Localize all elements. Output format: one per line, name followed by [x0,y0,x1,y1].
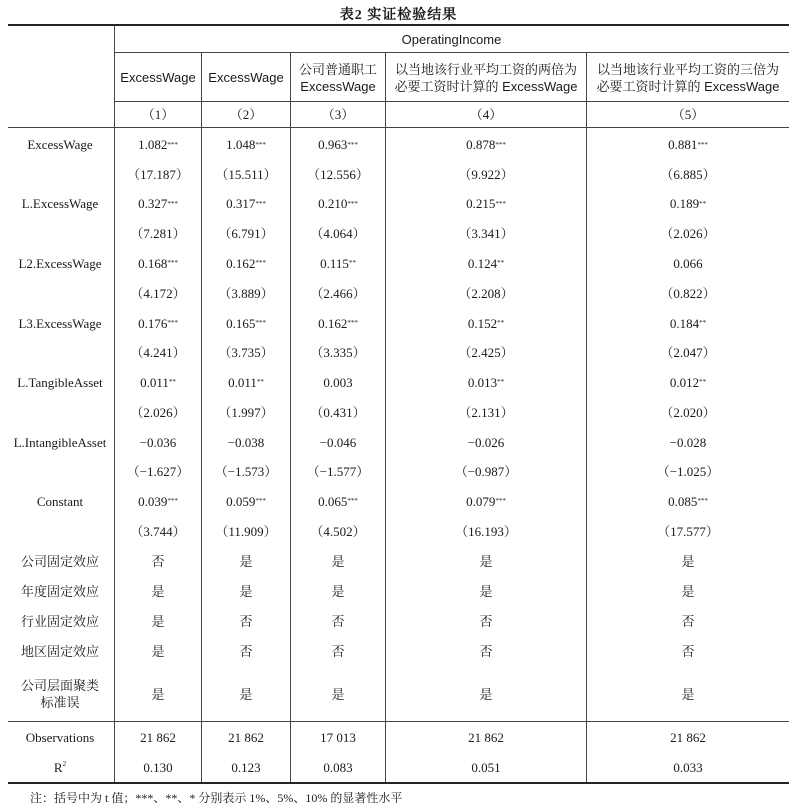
column-number-5: （5） [671,107,705,122]
table-cell [386,516,586,546]
cell-value: 0.162 [318,315,348,331]
cell-value: （9.922） [458,166,514,182]
table-cell [587,753,789,782]
cell-value: 否 [479,643,493,659]
row-label [8,722,112,753]
cell-value: 0.317 [226,196,256,211]
row-label [8,397,112,427]
cell-value: （2.466） [310,285,366,301]
table-cell: 0.011 ** [228,374,264,390]
row-label [8,486,112,516]
table-cell: 1.048 *** [226,137,266,152]
cell-value: 是 [239,686,253,702]
table-cell: 1.082 *** [138,137,178,152]
cell-value: （−1.025） [656,464,720,479]
column-header-1 [115,55,201,100]
row-label [8,159,112,189]
table-cell [202,338,290,367]
row-label-text: 年度固定效应 [20,583,99,599]
row-label [8,278,112,308]
cell-value: 0.011 [140,374,169,390]
table-cell [291,367,385,397]
table-cell [386,753,586,782]
row-label-text: L.TangibleAsset [17,374,103,390]
table-cell [202,666,290,722]
cell-value: 否 [239,613,253,629]
cell-value: 0.033 [673,760,703,775]
table-cell [202,722,290,753]
table-cell: 0.079 *** [466,493,506,509]
table-cell: 0.878 *** [466,137,506,152]
table-cell [386,546,586,576]
cell-value: 0.011 [228,374,257,390]
table-cell [587,606,789,636]
cell-value: （2.047） [660,345,716,360]
cell-value: 是 [331,686,345,702]
table-cell [291,606,385,636]
row-label [8,753,112,782]
cell-value: （3.735） [218,345,274,360]
cell-value: （0.431） [310,404,366,420]
cell-value: 0.059 [226,493,256,509]
table-cell [386,278,586,308]
table-cell: 0.039 *** [138,493,178,509]
column-header-line: 以当地该行业平均工资的三倍为 [596,61,779,77]
table-cell: 0.012 ** [669,374,707,390]
table-cell [587,576,789,606]
cell-value: 0.013 [467,374,498,390]
column-header-line: 公司普通职工 [298,61,377,77]
cell-value: （17.577） [657,523,719,539]
table-cell [587,159,789,189]
table-cell [587,722,789,753]
table-cell: 0.317 *** [226,196,266,211]
row-label-text: 标准误 [40,695,80,710]
table-cell [587,338,789,367]
column-header-line: ExcessWage [120,70,196,85]
cell-value: 1.082 [138,137,168,152]
table-cell [202,753,290,782]
cell-value: 0.085 [668,493,698,509]
row-label-text: Constant [36,493,84,509]
table-cell [587,427,789,457]
table-cell [386,576,586,606]
row-label [8,576,112,606]
table-cell [202,546,290,576]
row-label-text: 地区固定效应 [20,643,99,659]
table-cell: 0.085 *** [668,493,708,509]
cell-value: 否 [151,553,165,569]
table-cell [115,753,201,782]
table-cell [291,159,385,189]
row-label [8,248,112,278]
row-label-text: L2.ExcessWage [18,255,102,271]
table-cell [291,397,385,427]
table-cell [587,278,789,308]
table-cell: 0.013 ** [467,374,505,390]
table-cell [386,666,586,722]
table-cell [202,397,290,427]
cell-value: 0.051 [471,760,501,775]
cell-value: 17 013 [320,730,356,745]
table-cell: 0.011 ** [140,374,176,390]
cell-value: 是 [239,553,253,569]
cell-value: 是 [681,583,695,599]
cell-value: 0.066 [673,255,703,271]
cell-value: （2.425） [458,345,514,360]
cell-value: 是 [331,553,345,569]
table-cell [386,427,586,457]
cell-value: （17.187） [127,166,189,182]
table-cell [291,427,385,457]
table-cell: 0.210 *** [318,196,358,211]
column-number-3: （3） [321,107,355,122]
cell-value: 是 [151,686,165,702]
row-label [8,189,112,218]
top-rule [8,24,789,26]
table-cell [291,338,385,367]
row-label [8,130,112,159]
cell-value: （16.193） [455,523,517,539]
header-rule-3 [8,127,789,128]
table-cell [202,636,290,666]
column-header-2 [202,55,290,100]
table-cell [291,516,385,546]
table-cell [115,338,201,367]
table-cell [115,516,201,546]
cell-value: 是 [479,583,493,599]
cell-value: （4.064） [310,225,366,241]
column-header-line: 必要工资时计算的 ExcessWage [394,78,578,94]
row-label-text: Observations [25,730,95,745]
table-cell [587,666,789,722]
cell-value: （2.208） [458,285,514,301]
row-label [8,427,112,457]
table-cell: 0.215 *** [466,196,506,211]
table-cell: 0.189 ** [669,196,707,211]
cell-value: 21 862 [670,730,706,745]
table-cell: 0.162 *** [226,255,266,271]
cell-value: （6.885） [660,166,716,182]
table-cell [291,666,385,722]
table-cell [115,636,201,666]
cell-value: 否 [331,643,345,659]
cell-value: （11.909） [215,523,277,539]
table-cell [291,576,385,606]
cell-value: 否 [681,613,695,629]
cell-value: 0.327 [138,196,168,211]
cell-value: 否 [239,643,253,659]
cell-value: 0.184 [669,315,700,331]
cell-value: 是 [151,613,165,629]
table-cell [587,457,789,486]
cell-value: 0.065 [318,493,348,509]
cell-value: 0.162 [226,255,256,271]
cell-value: （−1.573） [214,464,278,479]
cell-value: 0.165 [226,315,256,331]
cell-value: （6.791） [218,225,274,241]
table-cell [115,427,201,457]
table-cell [386,636,586,666]
cell-value: 0.124 [467,255,498,271]
table-cell [386,722,586,753]
cell-value: 是 [681,686,695,702]
table-cell [291,457,385,486]
cell-value: 0.039 [138,493,168,509]
cell-value: −0.036 [139,434,177,450]
cell-value: （3.341） [458,225,514,241]
cell-value: （3.744） [130,523,186,539]
row-label [8,457,112,486]
row-label [8,338,112,367]
table-cell [386,606,586,636]
row-label [8,308,112,338]
table-cell [386,159,586,189]
table-cell: 0.963 *** [318,137,358,152]
cell-value: 0.963 [318,137,348,152]
row-label-text: L3.ExcessWage [18,315,102,331]
column-header-5 [587,55,789,100]
bottom-rule [8,782,789,784]
row-label-text: 公司固定效应 [20,553,99,569]
table-cell [291,753,385,782]
table-cell [202,606,290,636]
row-label-text: 公司层面聚类 [20,678,99,693]
cell-value: 0.079 [466,493,496,509]
table-cell [291,546,385,576]
table-cell [115,218,201,248]
cell-value: （15.511） [215,166,277,182]
cell-value: 1.048 [226,137,256,152]
table-cell: 0.176 *** [138,315,178,331]
cell-value: 0.123 [231,760,261,775]
row-label-text: $R^2$ [53,760,67,775]
table-cell [291,218,385,248]
cell-value: （2.020） [660,404,716,420]
column-header-line: ExcessWage [300,78,376,94]
cell-value: （4.502） [310,523,366,539]
cell-value: 0.152 [467,315,498,331]
cell-value: 否 [479,613,493,629]
cell-value: 是 [151,643,165,659]
table-cell [587,546,789,576]
cell-value: 否 [681,643,695,659]
table-cell: 0.881 *** [668,137,708,152]
column-number-2: （2） [229,107,263,122]
table-cell [115,546,201,576]
table-cell [386,218,586,248]
table-cell [291,636,385,666]
row-label [8,516,112,546]
table-cell [386,397,586,427]
cell-value: 0.115 [320,255,349,271]
row-label-text: L.ExcessWage [21,196,99,211]
cell-value: 是 [681,553,695,569]
cell-value: 是 [239,583,253,599]
row-label [8,367,112,397]
table-cell: 0.168 *** [138,255,178,271]
cell-value: 0.130 [143,760,173,775]
table-cell [115,457,201,486]
table-cell [115,159,201,189]
table-cell [587,397,789,427]
table-note: 注：括号中为 t 值；***、**、* 分别表示 1%、5%、10% 的显著性水平 [30,791,403,805]
cell-value: （2.026） [130,404,186,420]
table-cell: 0.065 *** [318,493,358,509]
cell-value: 21 862 [468,730,504,745]
table-cell [587,248,789,278]
cell-value: 0.012 [669,374,700,390]
table-cell [115,606,201,636]
table-cell [587,218,789,248]
table-cell: 0.162 *** [318,315,358,331]
cell-value: 否 [331,613,345,629]
table-cell [202,576,290,606]
table-cell: 0.327 *** [138,196,178,211]
cell-value: （2.026） [660,225,716,241]
cell-value: （−1.577） [306,464,370,479]
cell-value: 0.881 [668,137,698,152]
column-header-line: 以当地该行业平均工资的两倍为 [394,61,577,77]
cell-value: −0.046 [319,434,357,450]
table-cell: 0.152 ** [467,315,505,331]
table-caption: 表2 实证检验结果 [339,8,458,23]
row-label-text: L.IntangibleAsset [13,434,107,450]
table-cell: 0.184 ** [669,315,707,331]
table-cell [202,457,290,486]
dependent-var-header: OperatingIncome [401,31,502,47]
table-cell: 0.115 ** [320,255,356,271]
row-label-text: 行业固定效应 [20,613,99,629]
row-label [8,636,112,666]
cell-value: 0.215 [466,196,496,211]
table-cell [115,397,201,427]
table-cell [291,278,385,308]
column-header-3 [291,55,385,100]
cell-value: −0.028 [669,434,707,450]
row-label [8,606,112,636]
table-cell: 0.059 *** [226,493,266,509]
table-cell: 0.124 ** [467,255,505,271]
column-header-line: ExcessWage [208,70,284,85]
table-cell [115,666,201,722]
column-number-1: （1） [141,107,175,122]
cell-value: 是 [331,583,345,599]
table-cell [115,722,201,753]
column-header-line: 必要工资时计算的 ExcessWage [596,78,780,94]
cell-value: −0.038 [227,434,265,450]
table-cell [202,159,290,189]
cell-value: 是 [479,553,493,569]
cell-value: 0.168 [138,255,168,271]
cell-value: 是 [479,686,493,702]
cell-value: −0.026 [467,434,505,450]
cell-value: 0.210 [318,196,348,211]
table-cell [115,278,201,308]
cell-value: 0.083 [323,760,353,775]
row-label [8,218,112,248]
cell-value: 0.189 [669,196,700,211]
row-label-text: ExcessWage [27,137,93,152]
table-cell [202,427,290,457]
cell-value: 21 862 [140,730,176,745]
cell-value: 0.003 [323,374,353,390]
cell-value: （0.822） [660,285,716,301]
table-cell [386,457,586,486]
table-cell [291,722,385,753]
header-rule-2 [114,101,789,102]
cell-value: （4.172） [130,285,186,301]
cell-value: （7.281） [130,225,186,241]
table-cell [115,576,201,606]
cell-value: （3.889） [218,285,274,301]
cell-value: 21 862 [228,730,264,745]
cell-value: （−0.987） [454,464,518,479]
cell-value: （12.556） [307,166,369,182]
table-cell [587,636,789,666]
cell-value: （4.241） [130,345,186,360]
row-label [8,666,112,722]
cell-value: 是 [151,583,165,599]
cell-value: （−1.627） [126,464,190,479]
table-cell [202,516,290,546]
cell-value: 0.878 [466,137,496,152]
table-cell [386,338,586,367]
cell-value: （1.997） [218,404,274,420]
cell-value: （3.335） [310,345,366,360]
column-header-4 [386,55,586,100]
cell-value: （2.131） [458,404,514,420]
cell-value: 0.176 [138,315,168,331]
column-number-4: （4） [469,107,503,122]
header-rule-1 [114,52,789,53]
table-cell [202,218,290,248]
row-label [8,546,112,576]
table-cell [202,278,290,308]
table-cell [587,516,789,546]
table-cell: 0.165 *** [226,315,266,331]
